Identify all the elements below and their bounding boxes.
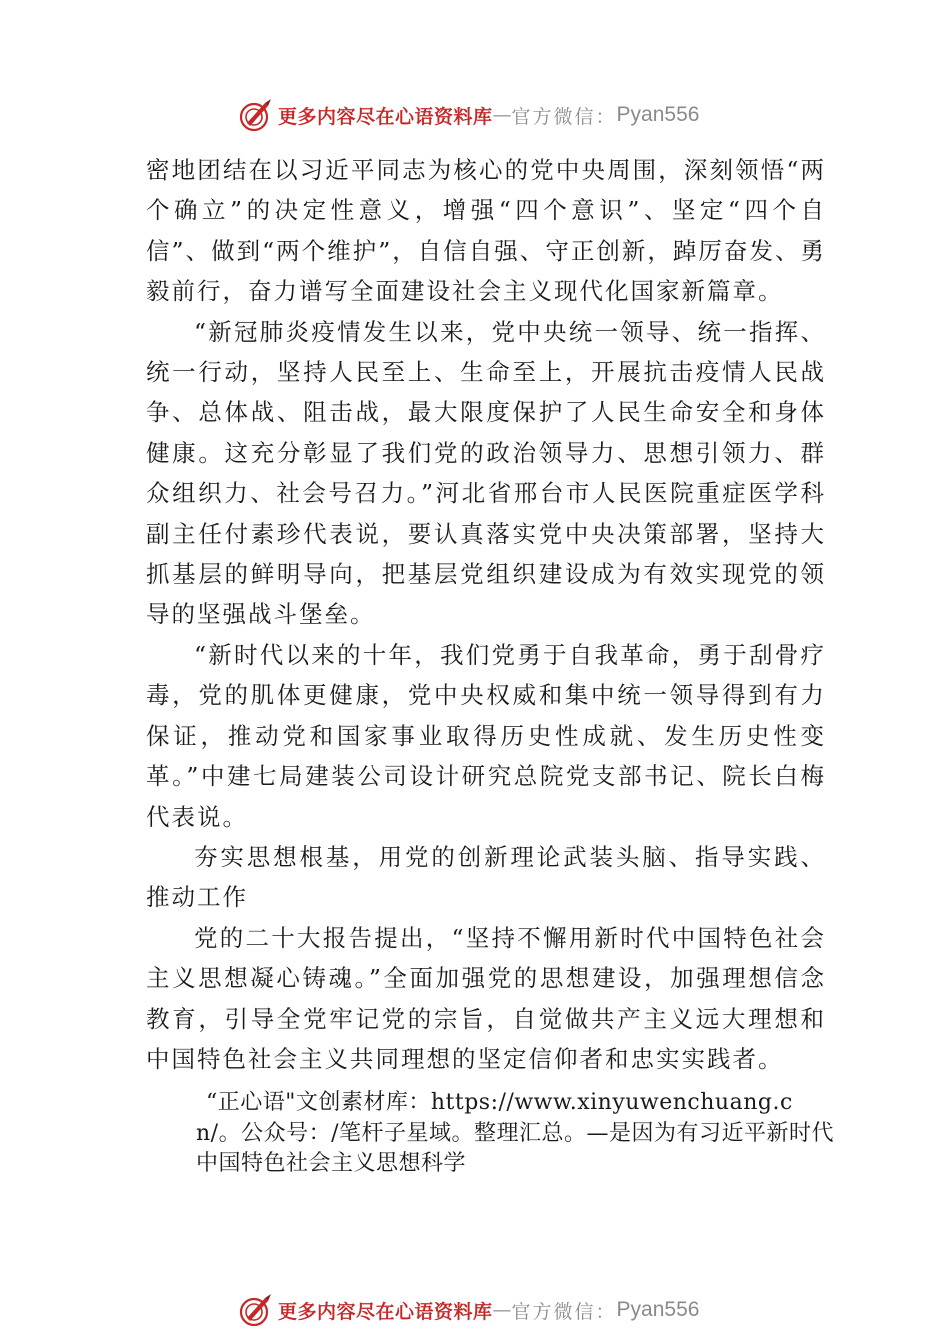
- paragraph-2: “新冠肺炎疫情发生以来，党中央统一领导、统一指挥、统一行动，坚持人民至上、生命至上，开展抗击疫情人民战争、总体战、阻击战，最大限度保护了人民生命安全和身体健康。这充分彰显了我们党的政治领导力、思想引领力、群众组织力、社会号召力。”河北省邢台市人民医院重症医学科副主任付素珍代表说，要认真落实党中央决策部署，坚持大抓基层的鲜明导向，把基层党组织建设成为有效实现党的领导的坚强战斗堡垒。: [146, 317, 826, 629]
- header-handle: Pyan556: [616, 103, 700, 126]
- footer-title: 更多内容尽在心语资料库: [278, 1300, 493, 1323]
- header-title: 更多内容尽在心语资料库: [278, 105, 493, 128]
- footer-label: 官方微信：: [511, 1300, 617, 1323]
- section-heading: 夯实思想根基，用党的创新理论武装头脑、指导实践、推动工作: [146, 842, 826, 912]
- header-dash: —: [492, 104, 512, 126]
- document-body: [146, 150, 826, 1079]
- source-note: “正心语"文创素材库：https://www.xinyuwenchuang.cn/。公众号：/笔杆子星域。整理汇总。—是因为有习近平新时代中国特色社会主义思想科学: [196, 1090, 834, 1176]
- paragraph-3: “新时代以来的十年，我们党勇于自我革命，勇于刮骨疗毒，党的肌体更健康，党中央权威和集中统一领导得到有力保证，推动党和国家事业取得历史性成就、发生历史性变革。”中建七局建装公司设计研究总院党支部书记、院长白梅代表说。: [146, 640, 826, 831]
- header-banner: [238, 95, 738, 135]
- header-label: 官方微信：: [511, 105, 617, 128]
- footer-handle: Pyan556: [616, 1298, 700, 1321]
- footer-dash: —: [492, 1299, 512, 1321]
- paragraph-1: 密地团结在以习近平同志为核心的党中央周围，深刻领悟“两个确立”的决定性意义，增强“四个意识”、坚定“四个自信”、做到“两个维护”，自信自强、守正创新，踔厉奋发、勇毅前行，奋力谱写全面建设社会主义现代化国家新篇章。: [146, 156, 826, 306]
- logo-icon: [238, 1292, 274, 1328]
- paragraph-4: 党的二十大报告提出，“坚持不懈用新时代中国特色社会主义思想凝心铸魂。”全面加强党的思想建设，加强理想信念教育，引导全党牢记党的宗旨，自觉做共产主义远大理想和中国特色社会主义共同理想的坚定信仰者和忠实实践者。: [146, 923, 826, 1073]
- footer-banner: [238, 1290, 738, 1330]
- logo-icon: [238, 97, 274, 133]
